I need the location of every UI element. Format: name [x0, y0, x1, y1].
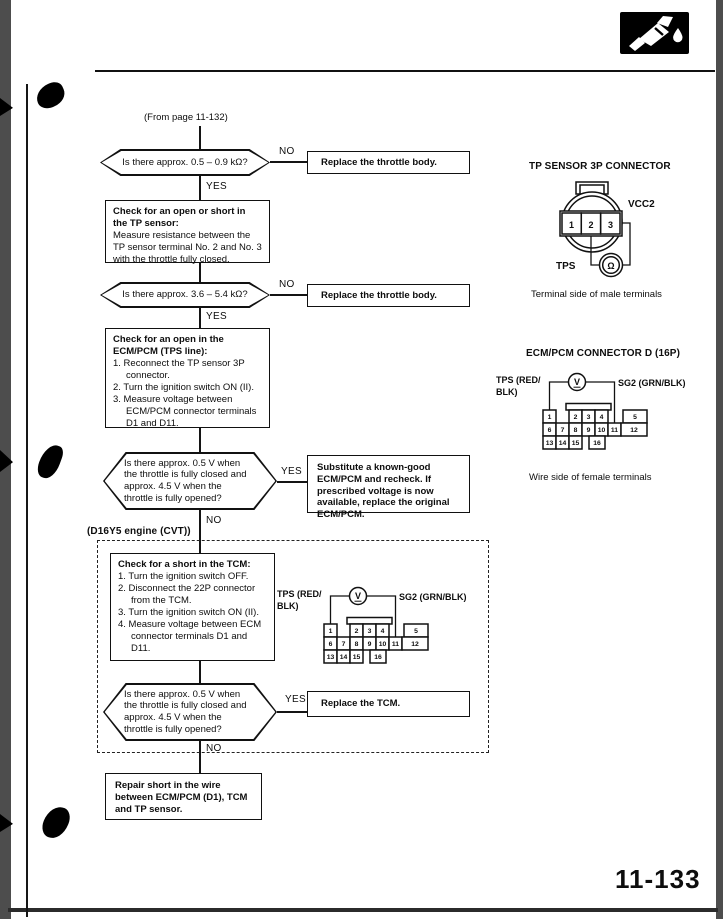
action-text: Repair short in the wire between ECM/PCM (D1), TCM and TP sensor. [115, 780, 248, 815]
terminal: 12 [630, 427, 638, 434]
action-text: Replace the throttle body. [321, 156, 437, 168]
check-step: 4. Measure voltage between ECM connector terminals D1 and D11. [118, 619, 262, 654]
terminal: 1 [568, 220, 575, 230]
terminal: 6 [328, 641, 333, 648]
terminal: 4 [599, 414, 604, 421]
action-substitute-ecm-box [307, 455, 470, 521]
check-tcm-box [110, 553, 275, 661]
terminal: 4 [380, 628, 385, 635]
voltmeter-icon: V [573, 377, 581, 387]
header-rule [95, 70, 715, 72]
terminal: 6 [547, 427, 552, 434]
ecm16-caption: Wire side of female terminals [529, 472, 652, 483]
terminal: 2 [588, 220, 594, 230]
decision-text: Is there approx. 0.5 – 0.9 kΩ? [122, 156, 248, 168]
decision-resistance-2 [100, 282, 270, 308]
flow-line [199, 306, 201, 328]
terminal: 15 [571, 440, 580, 447]
from-page-label: (From page 11-132) [144, 112, 228, 123]
binding-crease [26, 84, 28, 917]
engine-variant-label: (D16Y5 engine (CVT)) [87, 526, 191, 537]
voltmeter-icon: V [354, 591, 362, 601]
decision-voltage-2 [103, 683, 277, 741]
terminal: 2 [573, 414, 578, 421]
terminal: 9 [586, 427, 591, 434]
page-number: 11-133 [615, 864, 701, 894]
terminal: 16 [593, 440, 601, 447]
flow-line [270, 161, 308, 163]
decision-voltage-1 [103, 452, 277, 510]
no-label: NO [279, 146, 295, 157]
tps-wire-label2: BLK) [496, 387, 518, 397]
ecm-connector-diagram [495, 372, 695, 457]
scan-bottom-edge [8, 908, 718, 912]
terminal: 10 [378, 641, 387, 648]
terminal: 1 [328, 628, 333, 635]
ink-blob [39, 803, 74, 843]
ink-blob [33, 79, 69, 112]
check-title: Check for an open in the ECM/PCM (TPS line): [113, 334, 224, 357]
check-step: 3. Turn the ignition switch ON (II). [118, 607, 259, 618]
flow-line [270, 294, 308, 296]
check-step: 3. Measure voltage between ECM/PCM connector terminals D1 and D11. [113, 394, 257, 429]
terminal: 16 [374, 654, 382, 661]
terminal: 14 [558, 440, 567, 447]
check-body: Measure resistance between the TP sensor terminal No. 2 and No. 3 with the throttle fully closed. [113, 230, 262, 265]
terminal: 5 [633, 414, 637, 421]
flow-line [277, 481, 308, 483]
action-text: Substitute a known-good ECM/PCM and recheck. If prescribed voltage is now available, replace the original ECM/PCM. [317, 462, 450, 521]
terminal: 10 [597, 427, 606, 434]
check-ecm-pcm-box [105, 328, 270, 428]
terminal: 3 [367, 628, 372, 635]
sg2-wire-label: SG2 (GRN/BLK) [618, 378, 686, 388]
yes-label: YES [285, 694, 306, 705]
no-label: NO [279, 279, 295, 290]
terminal: 1 [547, 414, 552, 421]
repair-short-box [105, 773, 262, 820]
terminal: 13 [326, 654, 335, 661]
flow-line [199, 263, 201, 283]
check-title: Check for a short in the TCM: [118, 559, 251, 570]
action-text: Replace the TCM. [321, 698, 401, 710]
yes-label: YES [206, 311, 227, 322]
terminal: 2 [354, 628, 359, 635]
tp3-caption: Terminal side of male terminals [531, 289, 662, 300]
no-label: NO [206, 515, 222, 526]
check-step: 2. Turn the ignition switch ON (II). [113, 382, 254, 393]
sg2-wire-label: SG2 (GRN/BLK) [399, 592, 467, 602]
check-step: 1. Turn the ignition switch OFF. [118, 571, 249, 582]
check-tp-sensor-box [105, 200, 270, 263]
ink-blob [35, 442, 66, 482]
terminal: 11 [391, 641, 400, 648]
action-replace-tcm-box [307, 691, 470, 717]
terminal: 3 [586, 414, 591, 421]
yes-label: YES [281, 466, 302, 477]
terminal: 3 [607, 220, 614, 230]
decision-text: Is there approx. 0.5 V when the throttle is fully closed and approx. 4.5 V when the throttle is fully opened? [124, 688, 247, 735]
terminal: 8 [573, 427, 578, 434]
tps-label: TPS [556, 261, 576, 272]
tps-wire-label: TPS (RED/ [496, 375, 541, 385]
terminal: 14 [339, 654, 348, 661]
decision-text: Is there approx. 3.6 – 5.4 kΩ? [122, 289, 248, 301]
ohmmeter-icon: Ω [607, 261, 615, 271]
check-step: 1. Reconnect the TP sensor 3P connector. [113, 358, 245, 381]
terminal: 13 [545, 440, 554, 447]
action-replace-throttle-body-1 [307, 151, 470, 174]
no-label: NO [206, 743, 222, 754]
tp3-connector-diagram [540, 180, 690, 292]
flow-line [199, 176, 201, 201]
tps-wire-label2: BLK) [277, 601, 299, 611]
fuel-system-icon [620, 12, 689, 54]
vcc2-label: VCC2 [628, 199, 655, 210]
check-step: 2. Disconnect the 22P connector from the TCM. [118, 583, 256, 606]
terminal: 12 [411, 641, 419, 648]
check-title: Check for an open or short in the TP sensor: [113, 206, 246, 229]
terminal: 9 [367, 641, 372, 648]
yes-label: YES [206, 181, 227, 192]
decision-resistance-1 [100, 149, 270, 176]
tcm-connector-diagram [276, 586, 476, 671]
terminal: 15 [352, 654, 361, 661]
terminal: 7 [560, 427, 565, 434]
terminal: 7 [341, 641, 346, 648]
action-text: Replace the throttle body. [321, 289, 437, 301]
decision-text: Is there approx. 0.5 V when the throttle is fully closed and approx. 4.5 V when the throttle is fully opened? [124, 457, 247, 504]
flow-line [199, 428, 201, 453]
flow-line [199, 126, 201, 150]
tp3-connector-title: TP SENSOR 3P CONNECTOR [529, 161, 671, 172]
tps-wire-label: TPS (RED/ [277, 589, 322, 599]
terminal: 8 [354, 641, 359, 648]
scan-right-edge [716, 0, 723, 919]
ecm16-connector-title: ECM/PCM CONNECTOR D (16P) [526, 348, 680, 359]
terminal: 11 [610, 427, 619, 434]
action-replace-throttle-body-2 [307, 284, 470, 307]
terminal: 5 [414, 628, 418, 635]
